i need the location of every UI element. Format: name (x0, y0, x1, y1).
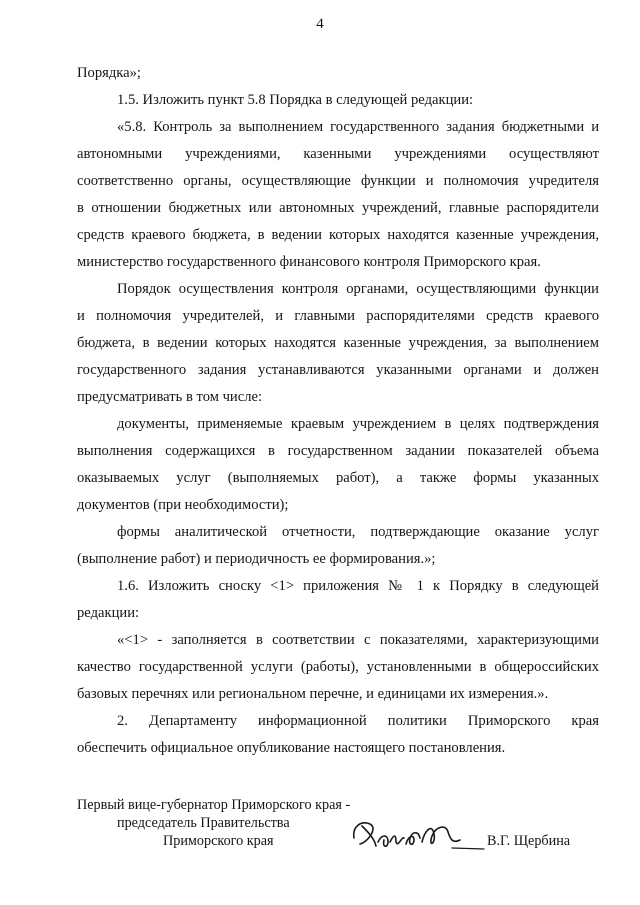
text-line: базовых перечнях или региональном перечне, и единицами их измерения.». (77, 686, 549, 702)
handwritten-signature (348, 808, 498, 860)
text-line: 1.5. Изложить пункт 5.8 Порядка в следующей редакции: (117, 92, 474, 108)
text-line: министерство государственного финансового контроля Приморского края. (77, 254, 541, 270)
text-line: документов (при необходимости); (77, 497, 289, 513)
text-line: средств краевого бюджета, в ведении которых находятся казенные учреждения, (77, 227, 599, 243)
text-line: редакции: (77, 605, 140, 621)
text-line: обеспечить официальное опубликование настоящего постановления. (77, 740, 506, 756)
signatory-title-line: председатель Правительства (117, 815, 290, 831)
text-line: (выполнение работ) и периодичность ее формирования.»; (77, 551, 436, 567)
signatory-title-line: Первый вице-губернатор Приморского края - (77, 797, 351, 813)
text-line: «5.8. Контроль за выполнением государственного задания бюджетными и (117, 119, 599, 135)
text-line: Порядок осуществления контроля органами, осуществляющими функции (117, 281, 599, 297)
text-line: оказываемых услуг (выполняемых работ), а также формы указанных (77, 470, 599, 486)
text-line: в отношении бюджетных или автономных учреждений, главные распорядители (77, 200, 599, 216)
text-line: и полномочия учредителей, и главными распорядителями средств краевого (77, 308, 599, 324)
text-line: соответственно органы, осуществляющие функции и полномочия учредителя (77, 173, 599, 189)
text-line: государственного задания устанавливаются указанными органами и должен (77, 362, 599, 378)
text-line: качество государственной услуги (работы), установленными в общероссийских (77, 659, 599, 675)
text-line: автономными учреждениями, казенными учреждениями осуществляют (77, 146, 599, 162)
text-line: документы, применяемые краевым учреждением в целях подтверждения (117, 416, 599, 432)
text-line: предусматривать в том числе: (77, 389, 263, 405)
signatory-title-line: Приморского края (163, 833, 274, 849)
text-line: формы аналитической отчетности, подтверждающие оказание услуг (117, 524, 599, 540)
page-number: 4 (316, 16, 324, 32)
text-line: 1.6. Изложить сноску <1> приложения № 1 к Порядку в следующей (117, 578, 599, 594)
text-line: 2. Департаменту информационной политики Приморского края (117, 713, 599, 729)
text-line: «<1> - заполняется в соответствии с показателями, характеризующими (117, 632, 599, 648)
text-line: выполнения содержащихся в государственном задании показателей объема (77, 443, 599, 459)
signatory-name: В.Г. Щербина (487, 833, 571, 849)
text-line: Порядка»; (77, 65, 141, 81)
text-line: бюджета, в ведении которых находятся казенные учреждения, за выполнением (77, 335, 599, 351)
